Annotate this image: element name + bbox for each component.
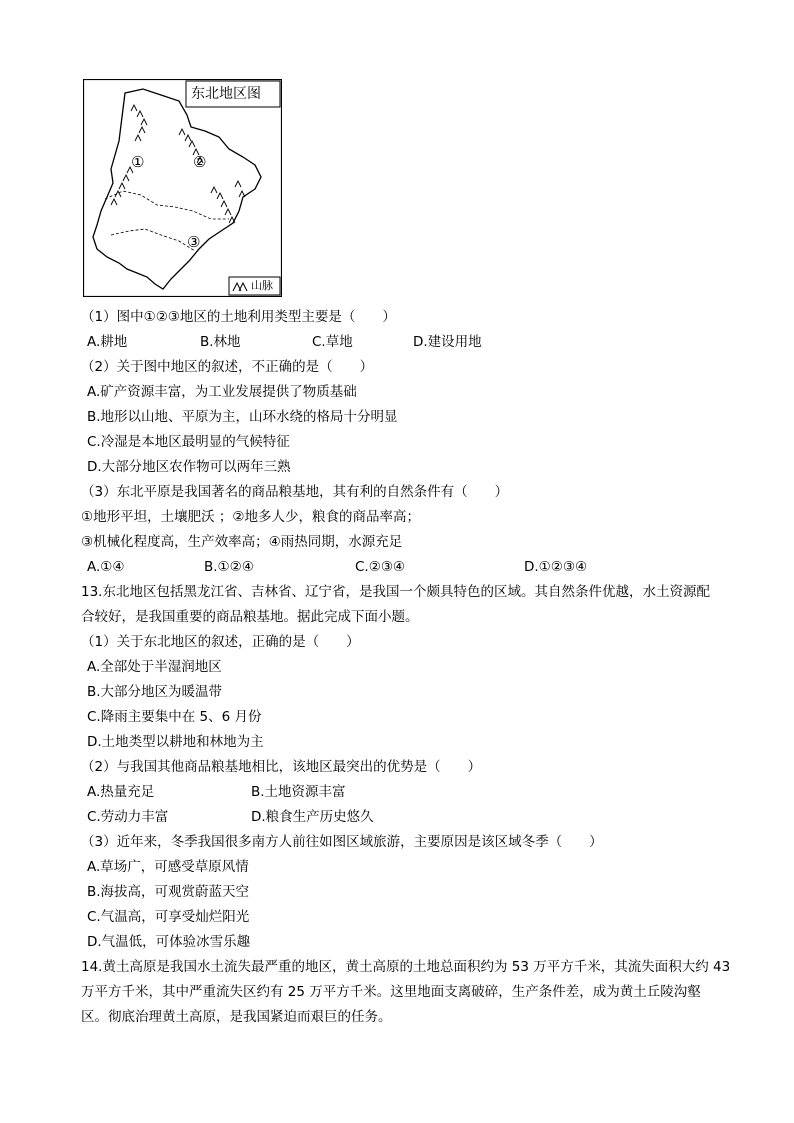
map-marker-2: ② <box>193 153 207 171</box>
q12-p1-stem: （1）图中①②③地区的土地利用类型主要是（ ） <box>81 309 396 325</box>
q13-p3-stem: （3）近年来，冬季我国很多南方人前往如图区域旅游，主要原因是该区域冬季（ ） <box>81 834 603 850</box>
q12-p3-option-a: A.①④ <box>87 559 125 575</box>
q13-p1-option-a: A.全部处于半湿润地区 <box>87 659 222 675</box>
q12-p2-stem: （2）关于图中地区的叙述，不正确的是（ ） <box>81 359 374 375</box>
q13-p2-option-d: D.粮食生产历史悠久 <box>251 809 374 825</box>
q14-line-1: 14.黄土高原是我国水土流失最严重的地区，黄土高原的土地总面积约为 53 万平方千米，其流失面积大约 43 <box>81 959 731 975</box>
q13-p2-option-c: C.劳动力丰富 <box>87 809 169 825</box>
q13-p2-stem: （2）与我国其他商品粮基地相比，该地区最突出的优势是（ ） <box>81 759 482 775</box>
q12-p1-option-a: A.耕地 <box>87 334 128 350</box>
northeast-map-svg <box>83 79 282 297</box>
map-legend-label: 山脉 <box>251 279 273 292</box>
q13-intro-line-1: 13.东北地区包括黑龙江省、吉林省、辽宁省，是我国一个颇具特色的区域。其自然条件优越，水土资源配 <box>81 584 710 600</box>
q12-p3-option-d: D.①②③④ <box>524 559 588 575</box>
q12-p2-option-b: B.地形以山地、平原为主，山环水绕的格局十分明显 <box>87 409 398 425</box>
q13-p3-option-a: A.草场广，可感受草原风情 <box>87 859 249 875</box>
q12-p1-option-b: B.林地 <box>200 334 241 350</box>
q13-p3-option-c: C.气温高，可享受灿烂阳光 <box>87 909 250 925</box>
q13-p3-option-b: B.海拔高，可观赏蔚蓝天空 <box>87 884 250 900</box>
q14-line-3: 区。彻底治理黄土高原，是我国紧迫而艰巨的任务。 <box>81 1009 392 1025</box>
map-marker-1: ① <box>131 153 145 171</box>
q12-p1-option-c: C.草地 <box>312 334 353 350</box>
q13-p3-option-d: D.气温低，可体验冰雪乐趣 <box>87 934 251 950</box>
q13-p2-option-b: B.土地资源丰富 <box>251 784 346 800</box>
q13-p1-option-c: C.降雨主要集中在 5、6 月份 <box>87 709 262 725</box>
q12-p2-option-a: A.矿产资源丰富，为工业发展提供了物质基础 <box>87 384 357 400</box>
q12-p2-option-d: D.大部分地区农作物可以两年三熟 <box>87 459 291 475</box>
map-title: 东北地区图 <box>191 86 261 102</box>
q12-p3-statement-line-2: ③机械化程度高，生产效率高；④雨热同期，水源充足 <box>81 534 403 550</box>
q12-p2-option-c: C.冷湿是本地区最明显的气候特征 <box>87 434 290 450</box>
northeast-map-figure <box>83 79 282 297</box>
map-frame <box>84 80 282 297</box>
q12-p3-option-b: B.①②④ <box>204 559 254 575</box>
q12-p1-option-d: D.建设用地 <box>413 334 482 350</box>
q13-p1-stem: （1）关于东北地区的叙述，正确的是（ ） <box>81 634 360 650</box>
q12-p3-statement-line-1: ①地形平坦，土壤肥沃 ；②地多人少，粮食的商品率高； <box>81 509 420 525</box>
map-marker-3: ③ <box>187 233 201 251</box>
q13-p2-option-a: A.热量充足 <box>87 784 155 800</box>
q13-p1-option-b: B.大部分地区为暖温带 <box>87 684 223 700</box>
q12-p3-stem: （3）东北平原是我国著名的商品粮基地，其有利的自然条件有（ ） <box>81 484 509 500</box>
q13-intro-line-2: 合较好，是我国重要的商品粮基地。据此完成下面小题。 <box>81 609 419 625</box>
q13-p1-option-d: D.土地类型以耕地和林地为主 <box>87 734 264 750</box>
q12-p3-option-c: C.②③④ <box>355 559 406 575</box>
q14-line-2: 万平方千米，其中严重流失区约有 25 万平方千米。这里地面支离破碎，生产条件差，成为黄土丘陵沟壑 <box>81 984 701 1000</box>
